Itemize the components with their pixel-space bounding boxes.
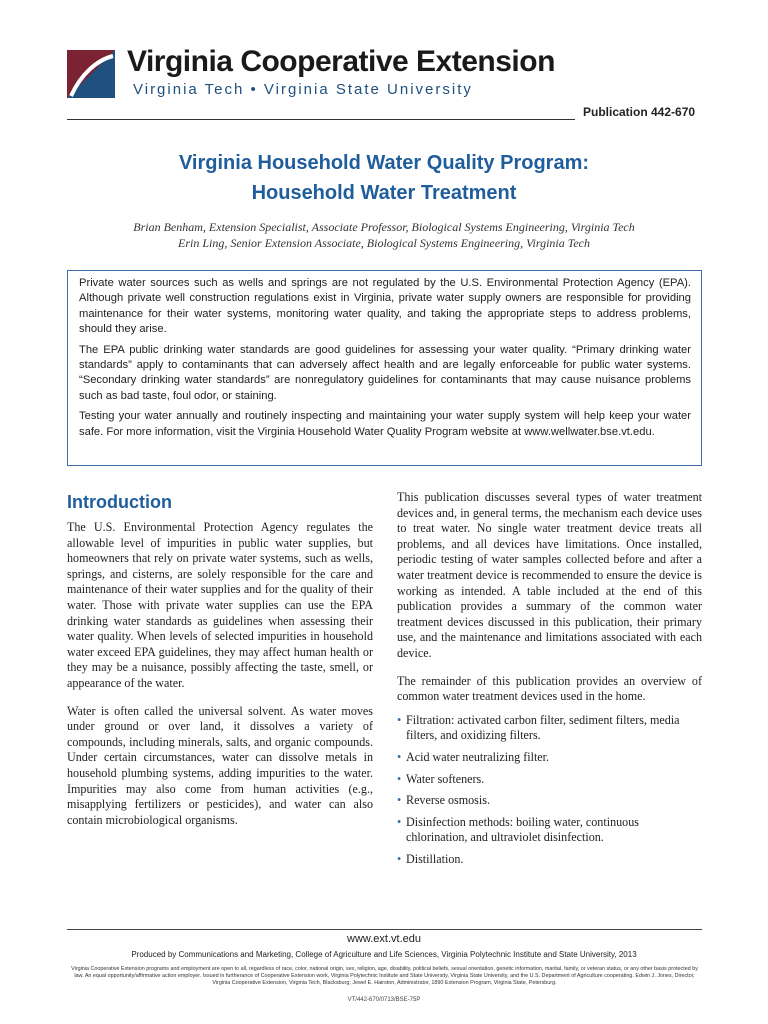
authors <box>0 219 768 251</box>
footer-divider <box>67 929 702 930</box>
footer-produced-by: Produced by Communications and Marketing, College of Agriculture and Life Sciences, Virginia Polytechnic Institute and State University, 2013 <box>131 950 637 959</box>
footer-publication-code: VT/442-670/0713/BSE-75P <box>347 997 421 1003</box>
vce-logo-mark-icon <box>67 50 115 98</box>
author-1: Brian Benham, Extension Specialist, Associate Professor, Biological Systems Engineering, Virginia Tech <box>133 220 635 234</box>
title-line-2: Household Water Treatment <box>251 182 517 204</box>
summary-box <box>67 270 702 466</box>
intro-paragraph-1: The U.S. Environmental Protection Agency regulates the allowable level of impurities in public water supplies, but homeowners that rely on private water systems, such as wells, springs, and cisterns, are solely responsible for the care and maintenance of their water supplies and for the quality of their water. Those with private water supplies can use the EPA drinking water standards as guidelines when assessing their water quality. When levels of selected impurities in household water exceed EPA guidelines, they may affect human health or they may be a nuisance, possibly affecting the taste, smell, or appearance of the water. <box>67 520 373 690</box>
publication-number: Publication 442-670 <box>583 105 696 119</box>
treatment-device-list <box>397 713 702 868</box>
list-item: • Filtration: activated carbon filter, sediment filters, media filters, and oxidizing filters. <box>397 712 680 743</box>
bullet-icon: • <box>397 814 402 829</box>
intro-paragraph-2: Water is often called the universal solvent. As water moves under ground or over land, it dissolves a variety of compounds, including minerals, salts, and organic compounds. Under certain circumstances, water can dissolve metals in household plumbing systems, adding impurities to the water. Impurities may also come from human activities (e.g., misapplying fertilizers or pesticides), and water can also contain microbiological organisms. <box>67 703 373 827</box>
bullet-icon: • <box>397 712 402 727</box>
brand-subtitle: Virginia Tech • Virginia State University <box>133 81 473 98</box>
bullet-icon: • <box>397 851 402 866</box>
right-paragraph-1: This publication discusses several types of water treatment devices and, in general terms, the mechanism each device uses to treat water. No single water treatment device treats all problems, and all devices have limitations. Once installed, periodic testing of water samples collected before and after a water treatment device is recommended to ensure the device is working as intended. A table included at the end of this publication provides a summary of the common water treatment devices discussed in this publication, their primary use, and the maintenance and limitations associated with each device. <box>397 490 702 660</box>
bullet-icon: • <box>397 749 402 764</box>
summary-paragraph-2: The EPA public drinking water standards are good guidelines for assessing your water quality. “Primary drinking water standards” apply to contaminants that can adversely affect health and are legally enforceable for public water systems. “Secondary drinking water standards” are nonregulatory guidelines for contaminants that may cause nuisance problems such as bad taste, foul odor, or staining. <box>79 343 691 402</box>
right-paragraph-2: The remainder of this publication provides an overview of common water treatment devices used in the home. <box>397 673 702 704</box>
brand-title: Virginia Cooperative Extension <box>127 45 555 78</box>
list-item: • Distillation. <box>397 851 464 866</box>
footer-website-link[interactable]: www.ext.vt.edu <box>347 933 421 945</box>
list-item: • Reverse osmosis. <box>397 793 490 808</box>
header-divider <box>67 119 575 120</box>
author-2: Erin Ling, Senior Extension Associate, Biological Systems Engineering, Virginia Tech <box>178 236 590 250</box>
summary-paragraph-1: Private water sources such as wells and springs are not regulated by the U.S. Environmental Protection Agency (EPA). Although private well construction regulations exist in Virginia, private water supply owners are responsible for providing maintenance for their water systems, monitoring water quality, and taking the appropriate steps to address problems, should they arise. <box>79 277 691 336</box>
introduction-heading: Introduction <box>67 492 172 512</box>
vce-logo <box>67 50 115 98</box>
right-column <box>397 490 702 873</box>
footer-fine-print: Virginia Cooperative Extension programs and employment are open to all, regardless of race, color, national origin, sex, religion, age, disability, political beliefs, sexual orientation, genetic information, marital, family, or veteran status, or any other basis protected by law. An equal opportunity/affirmative action employer. Issued in furtherance of Cooperative Extension work, Virginia Polytechnic Institute and State University, Virginia State University, and the U.S. Department of Agriculture cooperating. Edwin J. Jones, Director, Virginia Cooperative Extension, Virginia Tech, Blacksburg; Jewel E. Hairston, Administrator, 1890 Extension Program, Virginia State, Petersburg. <box>71 966 698 986</box>
summary-paragraph-3: Testing your water annually and routinely inspecting and maintaining your water supply system will help keep your water safe. For more information, visit the Virginia Household Water Quality Program website at www.wellwater.bse.vt.edu. <box>79 410 691 438</box>
list-item: • Water softeners. <box>397 771 485 786</box>
bullet-icon: • <box>397 771 402 786</box>
bullet-icon: • <box>397 793 402 808</box>
list-item: • Disinfection methods: boiling water, continuous chlorination, and ultraviolet disinfection. <box>397 814 639 845</box>
document-title <box>0 148 768 208</box>
list-item: • Acid water neutralizing filter. <box>397 749 550 764</box>
title-line-1: Virginia Household Water Quality Program: <box>178 152 590 174</box>
left-column <box>67 490 373 840</box>
